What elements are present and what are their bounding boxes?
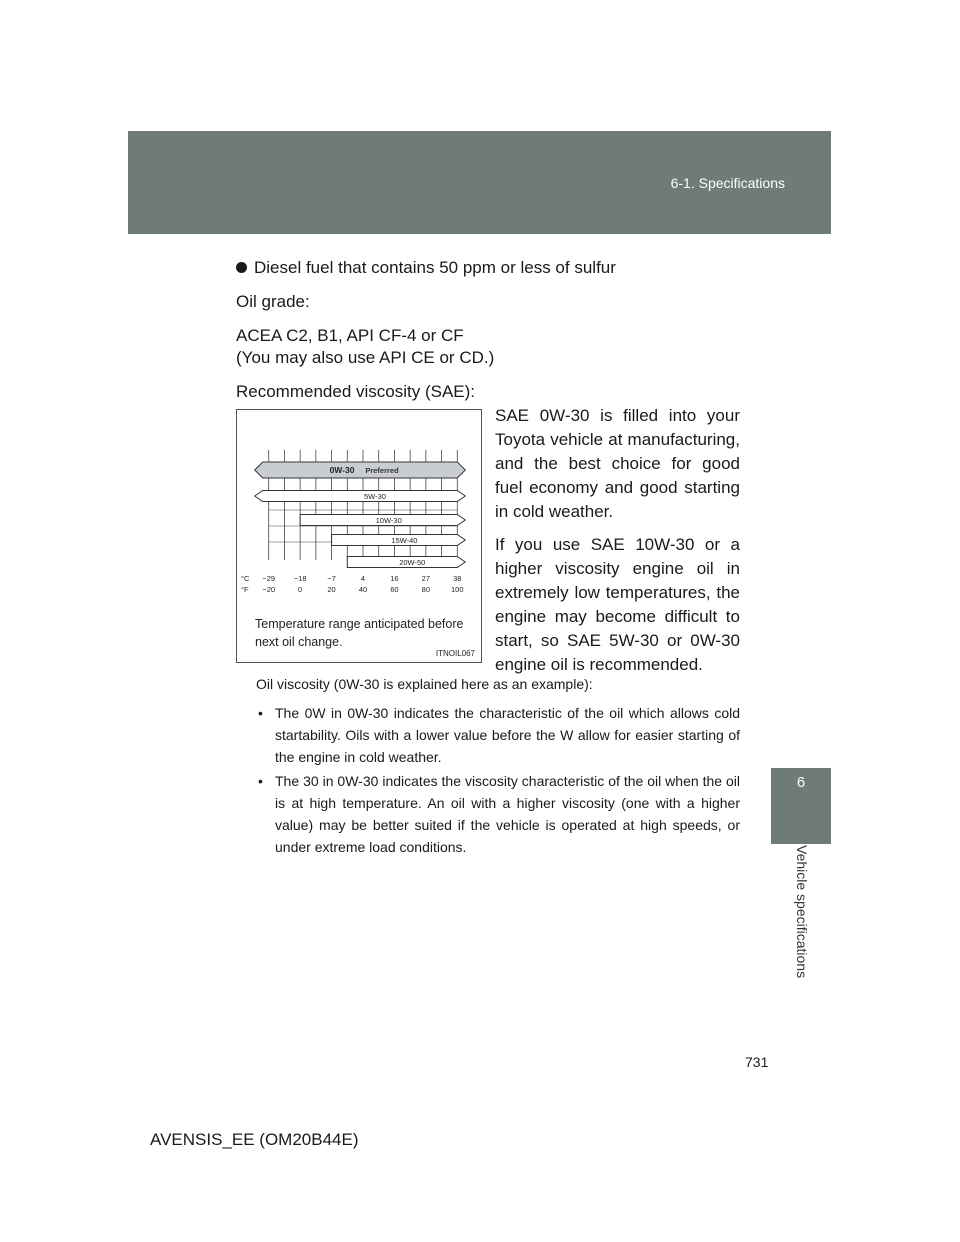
band-label: 20W-50: [399, 558, 426, 567]
chapter-tab: [771, 768, 831, 844]
bullet-dot-icon: [236, 262, 247, 273]
figure-code: ITNOIL067: [435, 649, 475, 658]
viscosity-figure: [236, 409, 482, 663]
model-code: AVENSIS_EE (OM20B44E): [150, 1130, 359, 1149]
fahrenheit-unit: °F: [241, 585, 249, 594]
oil-grade-line2: (You may also use API CE or CD.): [236, 348, 495, 367]
fahrenheit-tick-label: 100: [451, 585, 464, 594]
fahrenheit-tick-label: 40: [358, 585, 368, 594]
celsius-tick-label: −29: [262, 574, 276, 583]
fahrenheit-tick-label: −20: [262, 585, 276, 594]
paragraph-low-temp: If you use SAE 10W-30 or a higher viscosity engine oil in extremely low temperatures, the engine may become difficult to start, so SAE 5W-30 or 0W-30 engine oil is recommended.: [495, 535, 740, 674]
notes-heading: Oil viscosity (0W-30 is explained here as an example):: [256, 676, 593, 692]
celsius-tick-label: 27: [421, 574, 431, 583]
celsius-tick-label: 38: [453, 574, 462, 583]
band-label: 10W-30: [375, 516, 402, 525]
celsius-tick-label: −18: [293, 574, 307, 583]
viscosity-chart: [237, 410, 481, 610]
viscosity-label: Recommended viscosity (SAE):: [236, 382, 476, 401]
list-item: • The 30 in 0W-30 indicates the viscosity characteristic of the oil when the oil is at high temperature. An oil with a higher viscosity (one with a higher value) may be better suited if the vehicle is operated at high speeds, or under extreme load conditions.: [256, 770, 740, 858]
chapter-label: [770, 845, 830, 990]
figure-caption: Temperature range anticipated before next oil change.: [255, 617, 464, 649]
celsius-tick-label: −7: [327, 574, 336, 583]
celsius-tick-label: 16: [390, 574, 399, 583]
oil-grade-line1: ACEA C2, B1, API CF-4 or CF: [236, 326, 464, 345]
oil-grade-label: Oil grade:: [236, 292, 310, 311]
notes-list: [256, 702, 740, 860]
page-number: 731: [745, 1054, 769, 1070]
band-label: 5W-30: [364, 492, 386, 501]
fahrenheit-tick-label: 80: [421, 585, 431, 594]
section-title: 6-1. Specifications: [670, 175, 785, 191]
band-label: 15W-40: [391, 536, 418, 545]
fahrenheit-tick-label: 60: [390, 585, 399, 594]
paragraph-filled-oil: SAE 0W-30 is filled into your Toyota vehicle at manufacturing, and the best choice for good fuel economy and good starting in cold weather.: [495, 406, 740, 521]
celsius-tick-label: 4: [360, 574, 366, 583]
fahrenheit-tick-label: 0: [298, 585, 303, 594]
bullet-icon: •: [258, 773, 263, 789]
viscosity-band: [255, 491, 466, 502]
chapter-label-text: Vehicle specifications: [794, 845, 810, 979]
viscosity-band: [255, 462, 466, 478]
fahrenheit-tick-label: 20: [327, 585, 336, 594]
celsius-unit: °C: [241, 574, 250, 583]
fuel-bullet-text: Diesel fuel that contains 50 ppm or less of sulfur: [254, 258, 616, 277]
bullet-icon: •: [258, 705, 263, 721]
chapter-number: 6: [796, 774, 806, 791]
viscosity-explanation: [495, 404, 740, 686]
band-note: Preferred: [365, 466, 399, 475]
band-label: 0W-30: [329, 465, 355, 475]
list-item: • The 0W in 0W-30 indicates the characteristic of the oil which allows cold startability. Oils with a lower value before the W allow for easier starting of the engine in cold weather.: [256, 702, 740, 768]
header-band: [128, 131, 831, 234]
